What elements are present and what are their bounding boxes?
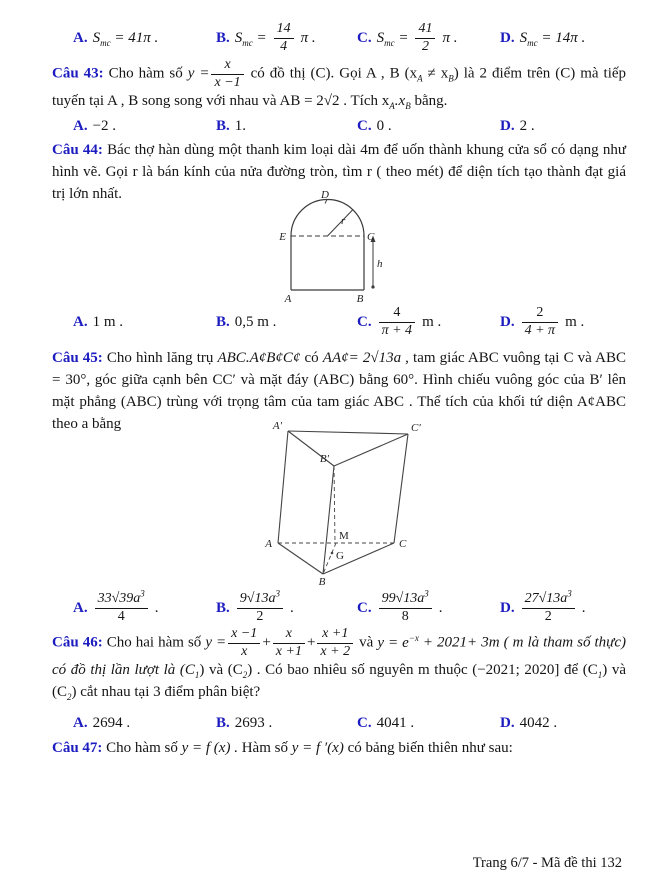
semicircle-arc	[291, 200, 364, 237]
formula-s: S	[234, 29, 243, 46]
q46-y-equals: y =	[205, 634, 227, 651]
label-e: E	[279, 231, 286, 243]
subscript-b: B	[405, 101, 411, 112]
fraction-denominator: 4 + π	[522, 322, 558, 339]
q43-text-4: ) là 2 điểm trên (C) mà tiếp tuyến tại A , B song song với nhau và AB = 2√2 . Tích x	[52, 65, 627, 110]
equals: =	[252, 29, 267, 46]
option-value: 2693 .	[234, 714, 273, 731]
q44-answer-row	[73, 301, 629, 343]
formula-sub: mc	[527, 37, 538, 48]
question-45-label: Câu 45:	[52, 350, 103, 366]
subscript-2: 2	[242, 670, 248, 681]
q45-text-2: có	[300, 350, 323, 366]
label-c: C	[399, 538, 407, 550]
fraction	[211, 58, 243, 90]
q44-option-b	[216, 314, 357, 331]
label-c: C	[367, 231, 375, 243]
fraction	[95, 588, 148, 624]
question-43-label: Câu 43:	[52, 65, 104, 82]
option-value: 4041 .	[376, 714, 415, 731]
dimension-dot	[371, 285, 374, 288]
subscript-1: 1	[597, 670, 603, 681]
formula-rest: = 41π .	[110, 29, 159, 46]
option-letter: C.	[357, 599, 372, 616]
subscript-b: B	[448, 73, 454, 84]
q44-option-d	[500, 306, 629, 338]
q46-exp-formula: $y = e^{-x}$	[377, 632, 419, 651]
fraction-denominator: x	[228, 643, 260, 660]
fraction-denominator: x +1	[273, 643, 305, 660]
option-value: 0 .	[376, 117, 392, 134]
option-unit: m .	[565, 313, 585, 330]
fraction	[522, 588, 575, 624]
q45-prism-name: ABC.A¢B¢C¢	[217, 350, 301, 366]
fraction-numerator: x +1	[322, 626, 349, 641]
exponent: −x	[408, 632, 419, 643]
q43-text-6: bằng.	[410, 93, 448, 110]
radius-line	[328, 210, 353, 236]
option-value: 2694 .	[92, 714, 131, 731]
q42-option-c	[357, 22, 500, 54]
fraction-numerator: 2	[536, 304, 544, 320]
fraction	[273, 627, 305, 659]
subscript-a: A	[389, 101, 395, 112]
q46-text-3: + 2021+ 3m ( m là tham số thực) có đồ thị lần lượt là (C	[52, 634, 627, 679]
q45-prism-figure	[258, 418, 423, 595]
edge-bp-cp	[334, 434, 408, 466]
fraction-denominator: 4	[274, 38, 294, 55]
option-letter: C.	[357, 117, 372, 134]
fraction-numerator: $9√13a^3$	[239, 588, 280, 606]
fraction-numerator: 14	[276, 20, 291, 36]
q47-text-1: Cho hàm số	[102, 740, 182, 756]
q47-text-2: Hàm số	[237, 740, 292, 756]
label-b: B	[318, 576, 326, 588]
q44-option-c	[357, 306, 500, 338]
q42-option-b	[216, 22, 357, 54]
option-value: 1.	[234, 117, 247, 134]
label-h: h	[377, 258, 383, 270]
edge-b-bp	[323, 466, 334, 574]
option-letter: B.	[216, 599, 230, 616]
q46-text-4: ) và (C	[199, 662, 243, 679]
label-a: A	[284, 293, 292, 305]
label-b: B	[356, 293, 364, 305]
option-letter: D.	[500, 29, 515, 46]
option-letter: C.	[357, 29, 372, 46]
q43-text-2: có đồ thị (C). Gọi A , B (x	[245, 65, 418, 82]
option-letter: D.	[500, 313, 515, 330]
q45-option-c	[357, 588, 500, 624]
fraction-denominator: 2	[522, 608, 575, 625]
q44-option-a	[73, 314, 216, 331]
q43-option-b	[216, 118, 357, 135]
label-a-prime: A′	[272, 420, 282, 432]
label-g: G	[336, 550, 344, 562]
q45-edge-formula: AA¢= 2√13a	[322, 350, 402, 366]
edge-ap-cp	[288, 431, 408, 434]
q46-text-6: ) và (C	[52, 662, 626, 701]
q45-answer-row	[73, 585, 629, 631]
exponent: 3	[275, 588, 280, 599]
option-period: .	[289, 599, 294, 616]
q43-option-d	[500, 118, 629, 135]
option-letter: A.	[73, 714, 88, 731]
option-letter: C.	[357, 313, 372, 330]
q45-option-a	[73, 588, 216, 624]
q45-text-1: Cho hình lăng trụ	[102, 350, 218, 366]
edge-a-b	[278, 543, 323, 574]
q46-option-b	[216, 715, 357, 732]
fraction-numerator: $99√13a^3$	[381, 588, 429, 606]
option-letter: D.	[500, 714, 515, 731]
formula-sub: mc	[100, 37, 111, 48]
label-m: M	[339, 530, 349, 542]
question-43	[52, 58, 626, 112]
q46-answer-row	[73, 712, 629, 734]
q44-window-figure	[278, 190, 418, 310]
q45-option-d	[500, 588, 629, 624]
q46-option-c	[357, 715, 500, 732]
fraction	[274, 22, 294, 54]
plus-sign: +	[306, 634, 316, 651]
fraction	[379, 306, 415, 338]
formula-sub: mc	[384, 37, 395, 48]
fraction	[228, 627, 260, 659]
fraction	[522, 306, 558, 338]
formula-s: S	[376, 29, 385, 46]
fraction	[317, 627, 353, 659]
question-46	[52, 627, 626, 703]
exponent: 3	[140, 588, 145, 599]
centroid-point	[331, 552, 334, 555]
question-47	[52, 737, 626, 759]
q47-fprime-formula: y = f ′(x)	[291, 740, 344, 756]
prism-diagram	[258, 418, 423, 590]
fraction-numerator: $33√39a^3$	[97, 588, 145, 606]
fraction-denominator: 2	[415, 38, 435, 55]
formula-sub: mc	[242, 37, 253, 48]
q43-text-3: ≠ x	[422, 65, 449, 82]
q46-text-7: ) cắt nhau tại 3 điểm phân biệt?	[71, 684, 261, 701]
formula-s: S	[519, 29, 528, 46]
option-letter: B.	[216, 29, 230, 46]
q43-text-1: Cho hàm số	[103, 65, 188, 82]
option-letter: A.	[73, 117, 88, 134]
option-letter: D.	[500, 599, 515, 616]
option-period: .	[438, 599, 443, 616]
option-value: 4042 .	[519, 714, 558, 731]
formula-rest: = 14π .	[537, 29, 586, 46]
page-footer: Trang 6/7 - Mã đề thi 132	[472, 855, 622, 871]
label-r: r	[341, 215, 346, 227]
edge-c-cp	[394, 434, 408, 543]
q42-option-d	[500, 30, 629, 47]
exponent: 3	[567, 588, 572, 599]
exponent: 3	[424, 588, 429, 599]
option-letter: B.	[216, 714, 230, 731]
edge-b-c	[323, 543, 394, 574]
fraction-denominator: x + 2	[317, 643, 353, 660]
option-value: 1 m .	[92, 313, 124, 330]
formula-after: π .	[300, 29, 316, 46]
formula-s: S	[92, 29, 101, 46]
fraction-numerator: 4	[393, 304, 401, 320]
fraction-numerator: x	[224, 57, 231, 72]
option-unit: m .	[422, 313, 442, 330]
window-diagram	[278, 190, 418, 305]
edge-a-ap	[278, 431, 288, 543]
q47-fx-formula: y = f (x) .	[181, 740, 238, 756]
option-letter: A.	[73, 313, 88, 330]
q42-answer-row	[73, 16, 629, 60]
equals: =	[394, 29, 409, 46]
question-47-label: Câu 47:	[52, 740, 103, 756]
fraction	[415, 22, 435, 54]
fraction-numerator: x −1	[231, 626, 258, 641]
q45-option-b	[216, 588, 357, 624]
option-letter: C.	[357, 714, 372, 731]
q45-text-3: , tam giác ABC vuông tại C và ABC = 30°, góc giữa cạnh bên CC′ và mặt đáy (ABC) bằng 60°. Hình chiếu vuông góc của B′ lên mặt phẳng (ABC) trùng với trọng tâm của tam giác ABC . Thể tích của khối tứ diện A¢ABC theo a bằng	[52, 350, 626, 432]
question-46-label: Câu 46:	[52, 634, 103, 651]
q46-text-1: Cho hai hàm số	[102, 634, 206, 651]
fraction-denominator: 2	[237, 608, 283, 625]
fraction-numerator: x	[285, 626, 292, 641]
plus-sign: +	[262, 634, 271, 651]
label-b-prime: B′	[319, 453, 329, 465]
q43-answer-row	[73, 115, 629, 137]
q46-text-5: ) . Có bao nhiêu số nguyên m thuộc (−2021; 2020] để (C	[247, 662, 598, 679]
q43-text-5: .x	[394, 93, 406, 110]
dashed-projection-bp-m	[334, 466, 335, 543]
option-letter: A.	[73, 29, 88, 46]
label-a: A	[265, 538, 272, 550]
option-value: 0,5 m .	[234, 313, 277, 330]
subscript-a: A	[417, 73, 423, 84]
q46-text-2: và	[355, 634, 378, 651]
question-44-label: Câu 44:	[52, 142, 103, 158]
option-letter: A.	[73, 599, 88, 616]
option-letter: B.	[216, 117, 230, 134]
q43-y-equals: y =	[187, 65, 210, 82]
q47-text-3: có bảng biến thiên như sau:	[343, 740, 513, 756]
q44-text: Bác thợ hàn dùng một thanh kim loại dài 4m để uốn thành khung cửa sổ có dạng như hình vẽ. Gọi r là bán kính của nửa đường tròn, tìm r ( theo mét) để diện tích tạo thành đạt giá trị lớn nhất.	[52, 142, 626, 202]
subscript-1: 1	[194, 670, 200, 681]
fraction-denominator: 4	[95, 608, 148, 625]
fraction-denominator: 8	[379, 608, 432, 625]
label-c-prime: C′	[411, 422, 421, 434]
fraction	[237, 588, 283, 624]
option-letter: D.	[500, 117, 515, 134]
fraction-numerator: 41	[418, 20, 433, 36]
q46-option-a	[73, 715, 216, 732]
option-value: 2 .	[519, 117, 535, 134]
option-value: −2 .	[92, 117, 117, 134]
q42-option-a	[73, 30, 216, 47]
label-d: D	[321, 190, 329, 201]
option-period: .	[154, 599, 159, 616]
q46-option-d	[500, 715, 629, 732]
option-period: .	[581, 599, 586, 616]
subscript-2: 2	[67, 692, 72, 703]
q43-option-a	[73, 118, 216, 135]
fraction	[379, 588, 432, 624]
option-letter: B.	[216, 313, 230, 330]
formula-after: π .	[442, 29, 458, 46]
q43-option-c	[357, 118, 500, 135]
fraction-denominator: π + 4	[379, 322, 415, 339]
fraction-numerator: $27√13a^3$	[524, 588, 572, 606]
fraction-denominator: x −1	[211, 74, 243, 91]
